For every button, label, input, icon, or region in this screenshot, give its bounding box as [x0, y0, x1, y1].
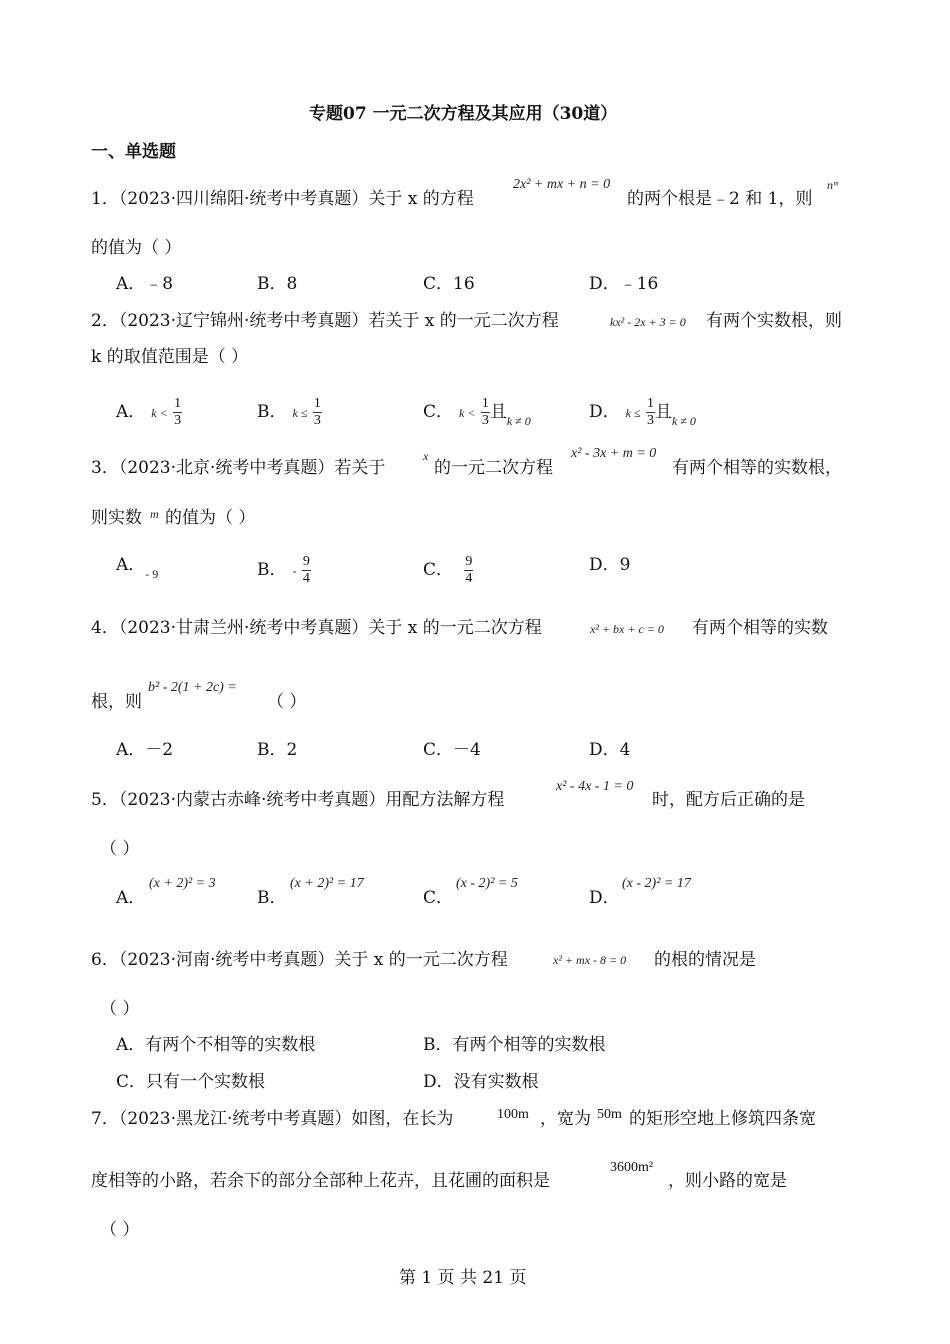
- k-not-zero: k ≠ 0: [506, 414, 531, 428]
- question-3-variable-m: m: [150, 507, 159, 521]
- option-label: C．: [423, 402, 454, 422]
- question-5-option-c-label[interactable]: C．: [423, 888, 454, 908]
- question-2-equation: kx² - 2x + 3 = 0: [610, 315, 686, 329]
- and-text: 且: [489, 402, 507, 422]
- question-3-text-e: 的值为（ ）: [165, 508, 256, 528]
- option-value: - 9: [145, 567, 159, 581]
- fraction: $\frac{9}{4}$: [465, 554, 473, 586]
- question-7-text-b: ，宽为: [540, 1109, 591, 1129]
- page-footer: 第 1 页 共 21 页: [399, 1268, 527, 1288]
- question-1-equation: 2x² + mx + n = 0: [513, 177, 611, 192]
- question-5-option-b-expr[interactable]: (x + 2)² = 17: [290, 876, 364, 891]
- question-5-option-c-expr[interactable]: (x - 2)² = 5: [456, 876, 518, 891]
- question-6-equation: x² + mx - 8 = 0: [553, 953, 627, 967]
- question-4-paren: （ ）: [267, 692, 307, 712]
- question-3-text-b: 的一元二次方程: [434, 458, 553, 478]
- question-2-option-b[interactable]: [257, 396, 322, 429]
- question-1-text: 1．（2023·四川绵阳·统考中考真题）关于 x 的方程: [91, 189, 474, 209]
- question-4-text-b: 有两个相等的实数: [692, 618, 828, 638]
- question-5-option-a-label[interactable]: A．: [116, 888, 146, 908]
- question-6-option-c[interactable]: C．只有一个实数根: [116, 1072, 266, 1092]
- question-5-paren: （ ）: [100, 839, 140, 859]
- option-label: C．: [423, 560, 454, 580]
- option-inequality: k <: [459, 406, 476, 420]
- question-7-length: 100m: [497, 1107, 529, 1122]
- question-3-text-d: 则实数: [91, 508, 142, 528]
- question-3-text-c: 有两个相等的实数根，: [672, 458, 842, 478]
- question-2-text-c: k 的取值范围是（ ）: [91, 347, 249, 367]
- fraction: $\frac{1}{3}$: [646, 396, 654, 428]
- question-4-option-a[interactable]: A．－2: [116, 740, 174, 760]
- question-7-text-d: 度相等的小路，若余下的部分全部种上花卉，且花圃的面积是: [91, 1171, 550, 1191]
- section-heading: 一、单选题: [91, 142, 176, 162]
- question-7-paren: （ ）: [100, 1220, 140, 1240]
- question-7-text-c: 的矩形空地上修筑四条宽: [629, 1109, 816, 1129]
- question-1-option-c[interactable]: C．16: [423, 274, 475, 294]
- option-label: A．: [116, 555, 146, 575]
- question-6-paren: （ ）: [100, 999, 140, 1019]
- question-1-text-b: 的两个根是﹣2 和 1，则: [627, 189, 813, 209]
- question-1-option-d[interactable]: D．﹣16: [589, 274, 659, 294]
- question-2-text-b: 有两个实数根，则: [706, 311, 842, 331]
- question-4-text-c: 根，则: [91, 692, 142, 712]
- question-5-text: 5．（2023·内蒙古赤峰·统考中考真题）用配方法解方程: [91, 790, 505, 810]
- question-7-text-e: ，则小路的宽是: [668, 1171, 787, 1191]
- fraction: $\frac{1}{3}$: [313, 396, 321, 428]
- question-6-text: 6．（2023·河南·统考中考真题）关于 x 的一元二次方程: [91, 950, 508, 970]
- option-inequality: k ≤: [625, 406, 641, 420]
- question-2-text: 2．（2023·辽宁锦州·统考中考真题）若关于 x 的一元二次方程: [91, 311, 559, 331]
- question-4-option-c[interactable]: C．－4: [423, 740, 481, 760]
- option-label: A．: [116, 402, 146, 422]
- question-2-option-a[interactable]: [116, 396, 182, 429]
- option-label: D．: [589, 402, 620, 422]
- question-3-option-c[interactable]: [423, 554, 473, 587]
- question-5-equation: x² - 4x - 1 = 0: [556, 779, 634, 794]
- question-7-area: 3600m²: [610, 1160, 654, 1175]
- question-1-expression: nᵐ: [827, 178, 839, 192]
- question-6-option-a[interactable]: A．有两个不相等的实数根: [116, 1035, 316, 1055]
- question-4-option-d[interactable]: D．4: [589, 740, 631, 760]
- question-7-width: 50m: [597, 1107, 622, 1122]
- option-inequality: k ≤: [292, 406, 308, 420]
- option-label: B．: [257, 560, 287, 580]
- question-5-option-b-label[interactable]: B．: [257, 888, 287, 908]
- question-4-expression: b² - 2(1 + 2c) =: [148, 680, 237, 695]
- question-2-option-c[interactable]: [423, 396, 531, 429]
- question-7-text: 7．（2023·黑龙江·统考中考真题）如图，在长为: [91, 1109, 454, 1129]
- option-inequality: k <: [151, 406, 168, 420]
- question-4-option-b[interactable]: B．2: [257, 740, 298, 760]
- question-1-option-b[interactable]: B．8: [257, 274, 298, 294]
- negative-sign: -: [292, 564, 297, 578]
- question-6-option-b[interactable]: B．有两个相等的实数根: [423, 1035, 606, 1055]
- question-1-option-a[interactable]: A．﹣8: [116, 274, 174, 294]
- question-4-text: 4．（2023·甘肃兰州·统考中考真题）关于 x 的一元二次方程: [91, 618, 542, 638]
- question-5-option-d-expr[interactable]: (x - 2)² = 17: [622, 876, 691, 891]
- question-3-text: 3．（2023·北京·统考中考真题）若关于: [91, 458, 386, 478]
- fraction: $\frac{1}{3}$: [174, 396, 182, 428]
- question-3-variable: x: [423, 449, 429, 463]
- question-3-option-d[interactable]: D．9: [589, 555, 631, 575]
- fraction: $\frac{9}{4}$: [302, 554, 310, 586]
- question-3-equation: x² - 3x + m = 0: [571, 446, 657, 461]
- question-1-text-c: 的值为（ ）: [91, 238, 182, 258]
- option-label: B．: [257, 402, 287, 422]
- k-not-zero: k ≠ 0: [671, 414, 696, 428]
- question-4-equation: x² + bx + c = 0: [590, 622, 664, 636]
- page-title: 专题07 一元二次方程及其应用（30道）: [309, 104, 618, 124]
- question-5-text-b: 时，配方后正确的是: [652, 790, 805, 810]
- question-3-option-b[interactable]: [257, 554, 311, 587]
- question-6-option-d[interactable]: D．没有实数根: [423, 1072, 539, 1092]
- question-5-option-a-expr[interactable]: (x + 2)² = 3: [149, 876, 216, 891]
- question-5-option-d-label[interactable]: D．: [589, 888, 620, 908]
- question-6-text-b: 的根的情况是: [654, 950, 756, 970]
- fraction: $\frac{1}{3}$: [481, 396, 489, 428]
- question-2-option-d[interactable]: [589, 396, 696, 429]
- and-text: 且: [654, 402, 672, 422]
- question-3-option-a[interactable]: [116, 554, 159, 581]
